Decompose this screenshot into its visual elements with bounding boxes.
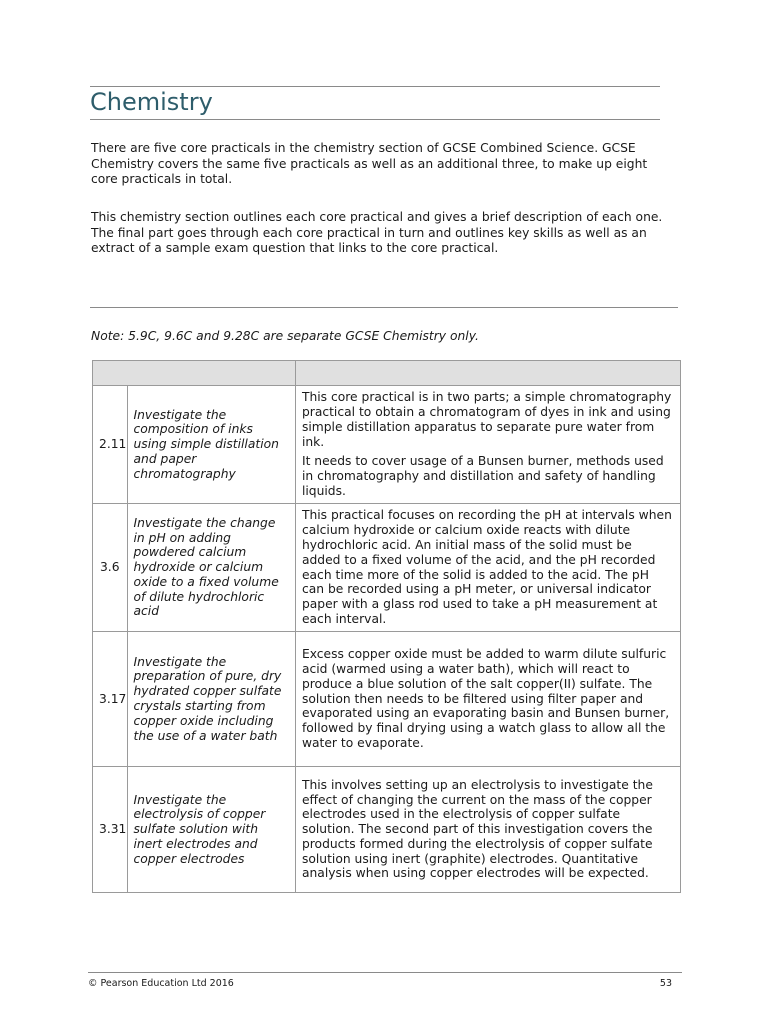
intro-paragraph-1: There are five core practicals in the chemistry section of GCSE Combined Science. GCSE Chemistry covers the same five practicals as well as an additional three, to make up eight core practicals in total. (91, 141, 648, 186)
description-paragraph: This involves setting up an electrolysis to investigate the effect of changing the current on the mass of the copper electrodes used in the electrolysis of copper sulfate solution. The second part of this investigation covers the products formed during the electrolysis of copper sulfate solution using inert (graphite) electrodes. Quantitative analysis when using copper electrodes will be expected. (301, 777, 653, 881)
practical-title: Investigate the electrolysis of copper sulfate solution with inert electrodes and copper electrodes (127, 767, 295, 893)
footer-rule (88, 972, 682, 973)
table-row (93, 767, 681, 893)
page-title: Chemistry (90, 88, 213, 116)
description-paragraph: This core practical is in two parts; a simple chromatography practical to obtain a chromatogram of dyes in ink and using simple distillation apparatus to separate pure water from ink. (301, 390, 672, 449)
core-practicals-table (92, 360, 681, 893)
section-divider (90, 307, 678, 308)
table-header-cell-description (295, 361, 680, 386)
top-rule (90, 86, 660, 87)
title-rule (90, 119, 660, 120)
description-paragraph: This practical focuses on recording the pH at intervals when calcium hydroxide or calcium oxide reacts with dilute hydrochloric acid. An initial mass of the solid must be added to a fixed volume of the acid, and the pH recorded each time more of the solid is added to the acid. The pH can be recorded using a pH meter, or universal indicator paper with a glass rod used to take a pH measurement at each interval. (301, 508, 672, 626)
table-row (93, 632, 681, 767)
spec-reference: 2.11 (93, 386, 128, 504)
practical-description (295, 386, 680, 504)
table-row (93, 386, 681, 504)
table-row (93, 504, 681, 632)
footer-copyright: © Pearson Education Ltd 2016 (88, 978, 234, 989)
practical-description (295, 767, 680, 893)
practical-title: Investigate the composition of inks using simple distillation and paper chromatography (127, 386, 295, 504)
spec-reference: 3.17 (93, 632, 128, 767)
practical-title: Investigate the preparation of pure, dry hydrated copper sulfate crystals starting from copper oxide including the use of a water bath (127, 632, 295, 767)
spec-reference: 3.31 (93, 767, 128, 893)
practical-description (295, 504, 680, 632)
practical-description (295, 632, 680, 767)
table-header-row (93, 361, 681, 386)
page-number: 53 (659, 978, 672, 989)
description-paragraph: It needs to cover usage of a Bunsen burner, methods used in chromatography and distillation and safety of handling liquids. (301, 454, 664, 498)
intro-paragraph-2: This chemistry section outlines each core practical and gives a brief description of each one. The final part goes through each core practical in turn and outlines key skills as well as an extract of a sample exam question that links to the core practical. (91, 210, 663, 255)
description-paragraph: Excess copper oxide must be added to warm dilute sulfuric acid (warmed using a water bath), which will react to produce a blue solution of the salt copper(II) sulfate. The solution then needs to be filtered using filter paper and evaporated using an evaporating basin and Bunsen burner, followed by final drying using a watch glass to allow all the water to evaporate. (301, 647, 670, 750)
spec-reference: 3.6 (93, 504, 128, 632)
practical-title: Investigate the change in pH on adding powdered calcium hydroxide or calcium oxide to a fixed volume of dilute hydrochloric acid (127, 504, 295, 632)
separate-chemistry-note: Note: 5.9C, 9.6C and 9.28C are separate GCSE Chemistry only. (91, 329, 479, 343)
table-header-cell-practical (93, 361, 296, 386)
